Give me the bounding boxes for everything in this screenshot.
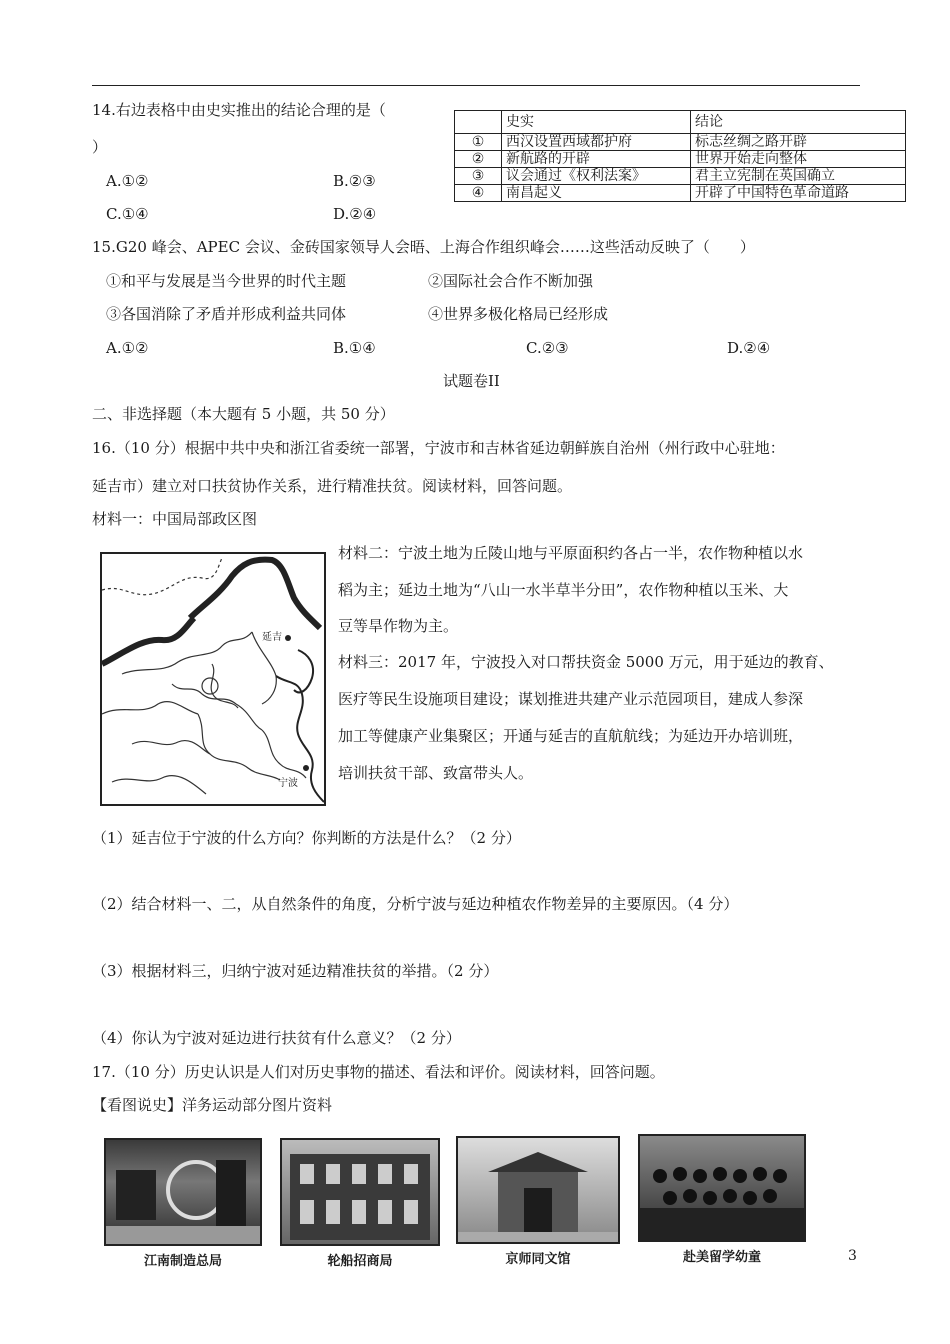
table-row — [455, 185, 906, 202]
header-rule — [92, 85, 860, 86]
table-cell-fact: 西汉设置西域都护府 — [502, 134, 691, 151]
building-photo-icon — [282, 1140, 438, 1244]
map-label-yanji: 延吉 — [262, 632, 282, 643]
table-cell-num: ④ — [455, 185, 502, 202]
q15-option-c[interactable]: C.②③ — [526, 339, 569, 357]
history-fact-table — [454, 110, 906, 202]
paper-title: 试题卷II — [443, 372, 500, 390]
q16-material2-line1: 材料二：宁波土地为丘陵山地与平原面积约各占一半，农作物种植以水 — [338, 544, 804, 562]
q14-option-a[interactable]: A.①② — [106, 172, 149, 190]
q15-item-4: ④世界多极化格局已经形成 — [428, 305, 609, 323]
table-cell-fact: 新航路的开辟 — [502, 151, 691, 168]
q16-question-2: （2）结合材料一、二，从自然条件的角度，分析宁波与延边种植农作物差异的主要原因。（4 分） — [92, 895, 739, 913]
table-header-num — [455, 111, 502, 134]
q16-stem-line2: 延吉市）建立对口扶贫协作关系，进行精准扶贫。阅读材料，回答问题。 — [92, 477, 573, 495]
gate-photo-icon — [458, 1138, 618, 1242]
table-cell-num: ③ — [455, 168, 502, 185]
q17-stem: 17.（10 分）历史认识是人们对历史事物的描述、看法和评价。阅读材料，回答问题。 — [92, 1063, 665, 1081]
q16-material1: 材料一：中国局部政区图 — [92, 510, 258, 528]
q16-material3-line4: 培训扶贫干部、致富带头人。 — [338, 764, 534, 782]
table-cell-conclusion: 君主立宪制在英国确立 — [691, 168, 906, 185]
q14-stem-close: ） — [92, 138, 108, 156]
page-number: 3 — [848, 1248, 857, 1264]
table-cell-fact: 南昌起义 — [502, 185, 691, 202]
q15-option-b[interactable]: B.①④ — [333, 339, 376, 357]
table-header-row — [455, 111, 906, 134]
photo-tongwen-guan — [456, 1136, 620, 1244]
table-cell-conclusion: 世界开始走向整体 — [691, 151, 906, 168]
table-header-fact: 史实 — [502, 111, 691, 134]
q14-stem: 14.右边表格中由史实推出的结论合理的是（ — [92, 101, 386, 119]
q14-option-b[interactable]: B.②③ — [333, 172, 376, 190]
q16-material3-line1: 材料三：2017 年，宁波投入对口帮扶资金 5000 万元，用于延边的教育、 — [338, 653, 834, 671]
photo-study-abroad-children — [638, 1134, 806, 1242]
q15-option-d[interactable]: D.②④ — [727, 339, 771, 357]
china-partial-map — [100, 552, 326, 806]
q16-question-3: （3）根据材料三，归纳宁波对延边精准扶贫的举措。（2 分） — [92, 962, 499, 980]
photo-caption: 轮船招商局 — [327, 1254, 393, 1269]
q16-material3-line2: 医疗等民生设施项目建设；谋划推进共建产业示范园项目，建成人参深 — [338, 690, 804, 708]
q15-option-a[interactable]: A.①② — [106, 339, 149, 357]
machinery-photo-icon — [106, 1140, 260, 1244]
q16-material3-line3: 加工等健康产业集聚区；开通与延吉的直航航线；为延边开办培训班， — [338, 727, 804, 745]
table-cell-fact: 议会通过《权利法案》 — [502, 168, 691, 185]
group-photo-icon — [640, 1136, 804, 1240]
q16-question-1: （1）延吉位于宁波的什么方向？你判断的方法是什么？（2 分） — [92, 829, 521, 847]
table-cell-conclusion: 标志丝绸之路开辟 — [691, 134, 906, 151]
photo-jiangnan-arsenal — [104, 1138, 262, 1246]
map-icon — [102, 554, 324, 804]
photo-caption: 江南制造总局 — [143, 1254, 222, 1269]
map-label-ningbo: 宁波 — [278, 778, 298, 789]
table-cell-num: ① — [455, 134, 502, 151]
photo-steamship-bureau — [280, 1138, 440, 1246]
q17-sub-heading: 【看图说史】洋务运动部分图片资料 — [92, 1096, 333, 1114]
q15-item-3: ③各国消除了矛盾并形成利益共同体 — [106, 305, 347, 323]
table-row — [455, 134, 906, 151]
table-row — [455, 168, 906, 185]
section-heading: 二、非选择题（本大题有 5 小题，共 50 分） — [92, 405, 395, 423]
q15-item-2: ②国际社会合作不断加强 — [428, 272, 594, 290]
table-cell-conclusion: 开辟了中国特色革命道路 — [691, 185, 906, 202]
q15-stem: 15.G20 峰会、APEC 会议、金砖国家领导人会晤、上海合作组织峰会……这些活动反映了（ ） — [92, 238, 755, 256]
table-row — [455, 151, 906, 168]
photo-caption: 赴美留学幼童 — [682, 1250, 761, 1265]
q16-stem-line1: 16.（10 分）根据中共中央和浙江省委统一部署，宁波市和吉林省延边朝鲜族自治州（州行政中心驻地： — [92, 439, 785, 457]
q16-material2-line3: 豆等旱作物为主。 — [338, 617, 459, 635]
table-cell-num: ② — [455, 151, 502, 168]
q15-item-1: ①和平与发展是当今世界的时代主题 — [106, 272, 347, 290]
q14-option-d[interactable]: D.②④ — [333, 205, 377, 223]
photo-caption: 京师同文馆 — [505, 1252, 571, 1267]
q16-material2-line2: 稻为主；延边土地为“八山一水半草半分田”，农作物种植以玉米、大 — [338, 581, 789, 599]
q16-question-4: （4）你认为宁波对延边进行扶贫有什么意义？（2 分） — [92, 1029, 461, 1047]
table-header-conclusion: 结论 — [691, 111, 906, 134]
q14-option-c[interactable]: C.①④ — [106, 205, 149, 223]
